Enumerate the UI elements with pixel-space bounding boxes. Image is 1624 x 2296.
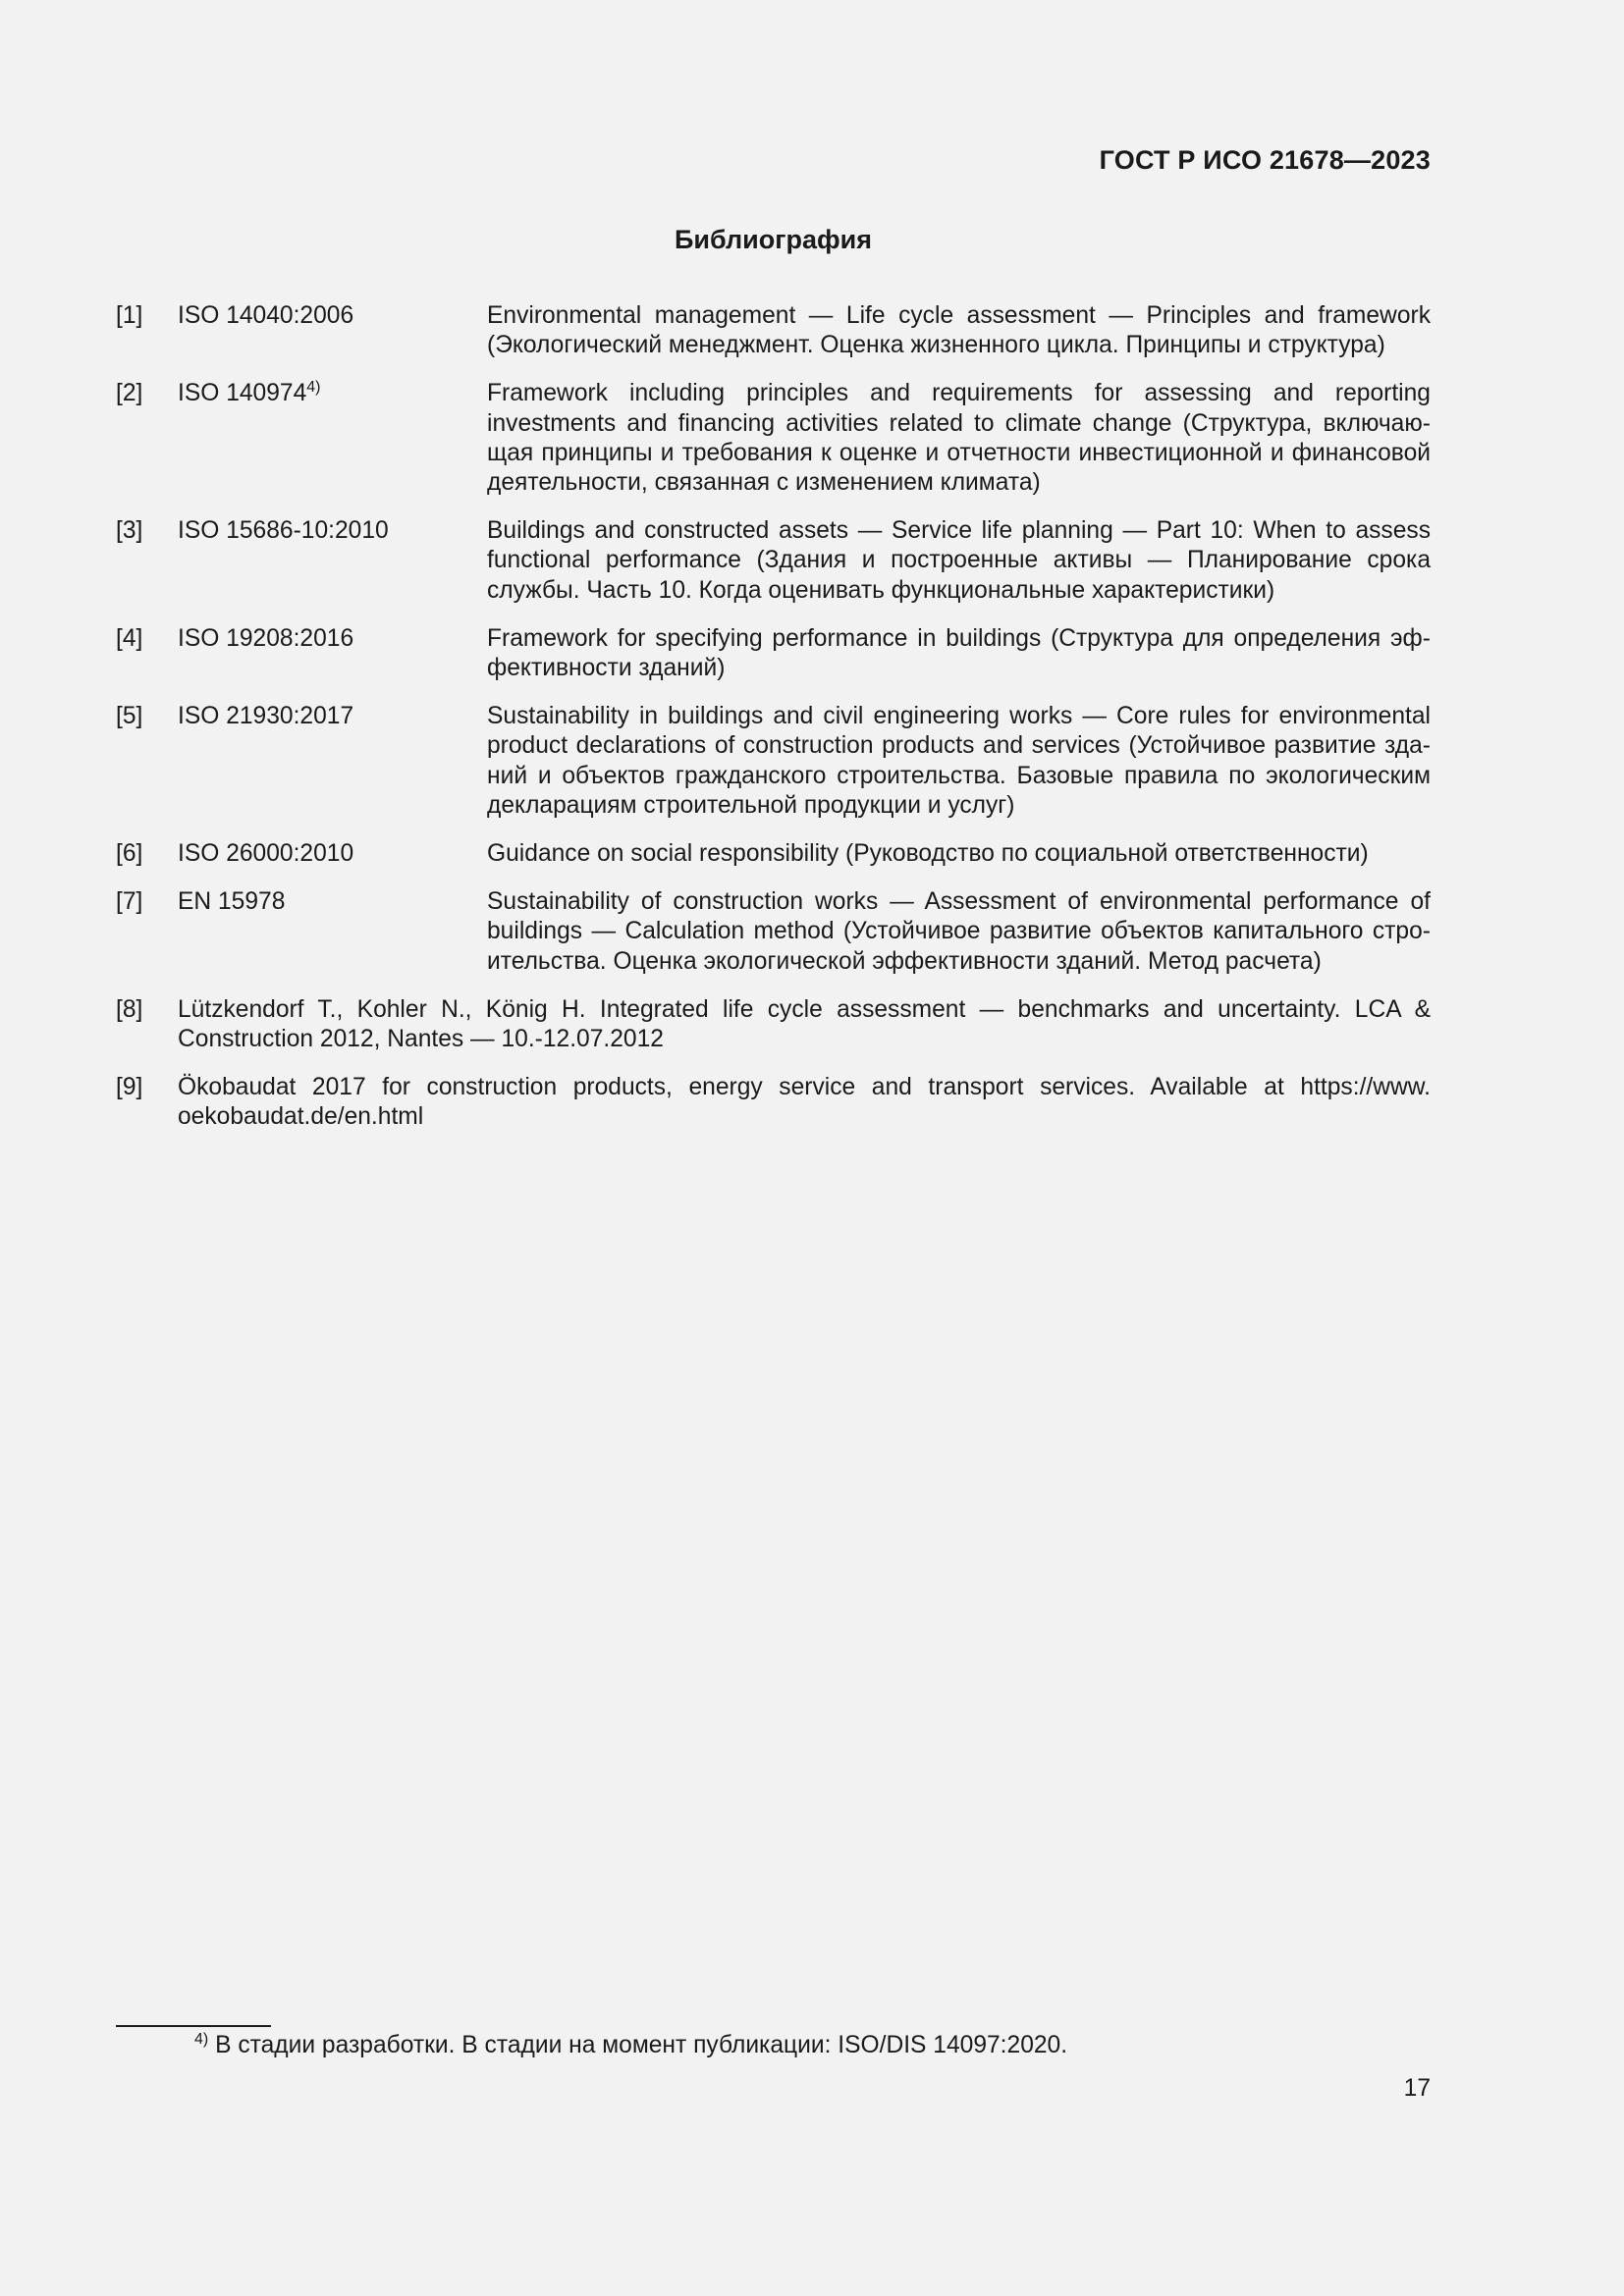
reference-code: ISO 15686-10:2010 (178, 517, 389, 545)
reference-code: ISO 140974$^{4)}$ (178, 379, 321, 407)
reference-text: Lützkendorf T., Kohler N., König H. Integrated life cycle assessment — benchmarks and uncertainty. LCA & Construction 2012, Nantes — 10.-12.07.2012 (178, 995, 1431, 1053)
reference-item (116, 379, 1431, 498)
reference-text: Sustainability in buildings and civil engineering works — Core rules for environmental product declarations of construction products and services (Устойчивое развитие зданий и объектов гражданского строительства. Базовые правила по экологическим декларациям строительной продукции и услуг) (487, 703, 1431, 819)
reference-code: ISO 19208:2016 (178, 624, 354, 652)
reference-item (116, 624, 1431, 683)
reference-text: Framework for specifying performance in buildings (Структура для определения эффективности зданий) (487, 624, 1431, 682)
footnote-separator (116, 2025, 271, 2027)
reference-code: ISO 26000:2010 (178, 840, 354, 868)
reference-text: Environmental management — Life cycle assessment — Principles and framework (Экологический менеджмент. Оценка жизненного цикла. Принципы и структура) (487, 302, 1431, 359)
footnote-marker: 4) (306, 379, 321, 397)
reference-text: Sustainability of construction works — Assessment of environmental performance of buildings — Calculation method (Устойчивое развитие объектов капитального строительства. Оценка экологической эффективности зданий. Метод расчета) (487, 888, 1431, 975)
reference-code: ISO 14040:2006 (178, 302, 354, 329)
reference-list (116, 301, 1431, 1133)
reference-text: Ökobaudat 2017 for construction products, energy service and transport services. Available at https://www. oekobaudat.de/en.html (178, 1074, 1431, 1131)
reference-item (116, 301, 1431, 360)
reference-item (116, 702, 1431, 821)
reference-item (116, 995, 1431, 1054)
reference-number: [6] (116, 840, 143, 868)
reference-item (116, 887, 1431, 977)
reference-text: Guidance on social responsibility (Руководство по социальной ответственности) (487, 840, 1369, 868)
reference-item (116, 516, 1431, 606)
page-number: 17 (1403, 2075, 1431, 2102)
reference-code: EN 15978 (178, 888, 286, 916)
reference-number: [3] (116, 517, 143, 545)
reference-code: ISO 21930:2017 (178, 703, 354, 730)
footnote (194, 2031, 1067, 2060)
reference-number: [1] (116, 302, 143, 329)
reference-item (116, 839, 1431, 869)
reference-item (116, 1073, 1431, 1132)
reference-number: [8] (116, 995, 143, 1023)
footnote-text: В стадии разработки. В стадии на момент публикации: ISO/DIS 14097:2020. (215, 2032, 1068, 2058)
reference-number: [4] (116, 624, 143, 652)
reference-text: Framework including principles and requirements for assessing and reporting investments and financing activities related to climate change (Структура, включающая принципы и требования к оценке и отчетности инвестиционной и финансовой деятельности, связанная с изменением климата) (487, 380, 1431, 497)
reference-number: [2] (116, 380, 143, 407)
document-header: ГОСТ Р ИСО 21678—2023 (1099, 145, 1431, 175)
bibliography-title: Библиография (675, 225, 872, 254)
reference-number: [9] (116, 1074, 143, 1101)
reference-number: [7] (116, 888, 143, 916)
reference-number: [5] (116, 703, 143, 730)
reference-text: Buildings and constructed assets — Service life planning — Part 10: When to assess functional performance (Здания и построенные активы — Планирование срока службы. Часть 10. Когда оценивать функциональные характеристики) (487, 517, 1431, 604)
footnote-marker: 4) (194, 2031, 209, 2048)
